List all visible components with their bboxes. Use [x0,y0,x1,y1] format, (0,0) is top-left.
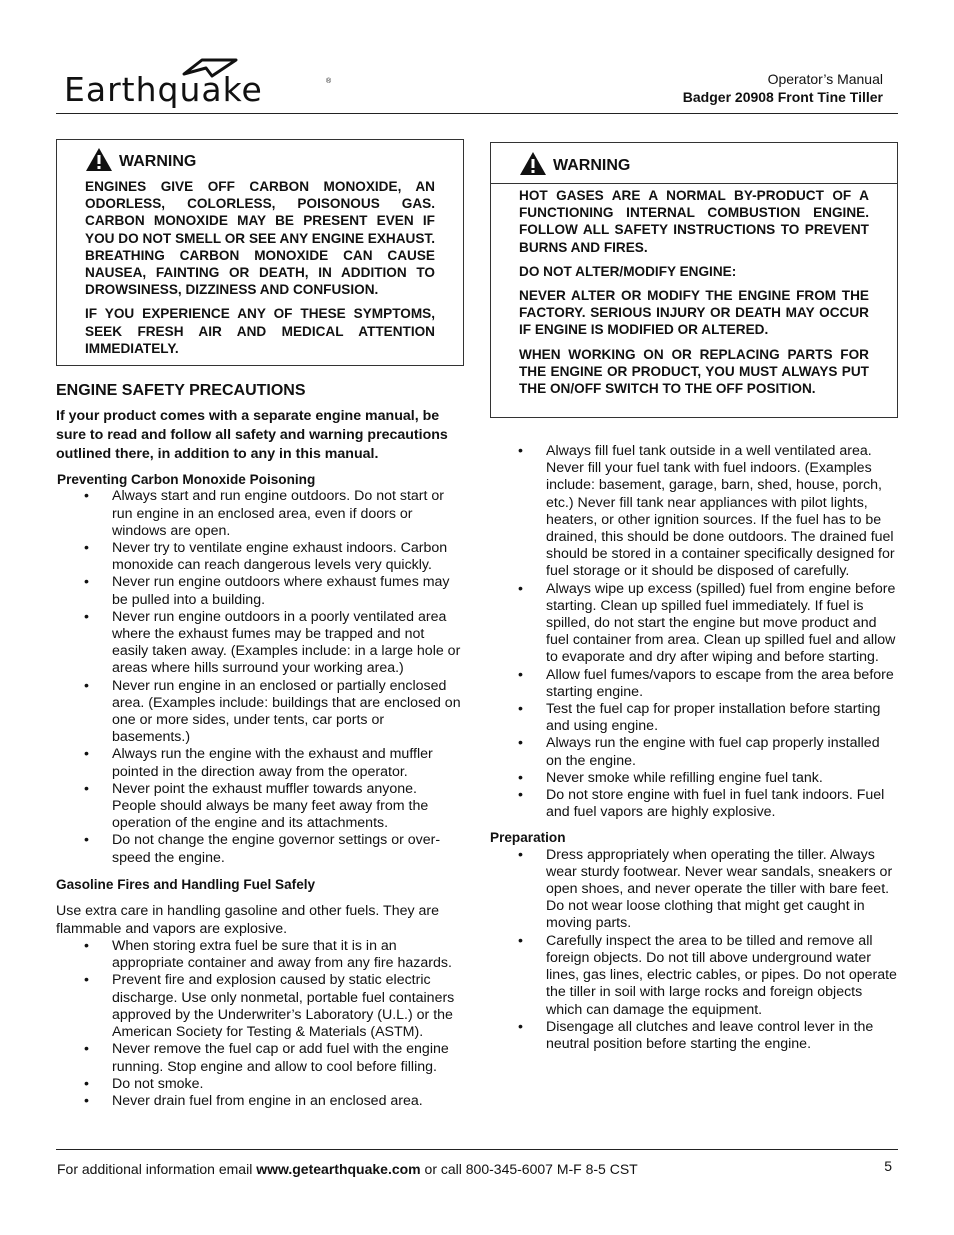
registered-icon: ® [326,78,332,85]
section-heading: ENGINE SAFETY PRECAUTIONS [56,382,306,399]
warning-triangle-icon [85,147,113,172]
list-item: • Never drain fuel from engine in an enclosed area. [56,1093,464,1110]
right-column [490,142,898,1053]
model-title: Badger 20908 Front Tine Tiller [682,89,883,105]
warning-triangle-icon [519,151,547,176]
list-item: • Never smoke while refilling engine fuel tank. [490,770,898,787]
brand-name: Earthquake [64,70,263,109]
warning-header [491,143,897,183]
fuel-list [56,938,464,1110]
list-item: • Never remove the fuel cap or add fuel with the engine running. Stop engine and allow to cool before filling. [56,1041,464,1075]
list-item: • Never run engine outdoors where exhaust fumes may be pulled into a building. [56,574,464,608]
list-item: • Always start and run engine outdoors. Do not start or run engine in an enclosed area, even if doors or windows are open. [56,488,464,540]
list-item: • Do not smoke. [56,1076,464,1093]
list-item: • Always fill fuel tank outside in a well ventilated area. Never fill your fuel tank with fuel indoors. (Examples include: basement, garage, barn, shed, house, porch, etc.) Never fill tank near appliances with pilot lights, heaters, or other ignition sources. If the fuel has to be drained, this should be done outdoors. The drained fuel should be stored in a container specifically designed for fuel storage or it should be disposed of carefully. [490,443,898,581]
list-item: • Dress appropriately when operating the tiller. Always wear sturdy footwear. Never wear sandals, sneakers or open shoes, and never operate the tiller with bare feet. Do not wear loose clothing that might get caught in moving parts. [490,847,898,933]
list-item: • Never point the exhaust muffler towards anyone. People should always be many feet away from the operation of the engine and its attachments. [56,781,464,833]
warning-body [491,184,897,397]
manual-title: Operator’s Manual [767,71,883,87]
warning-title: WARNING [553,157,631,175]
section-intro: If your product comes with a separate engine manual, be sure to read and follow all safety and warning precautions outlined there, in addition to any in this manual. [56,408,448,463]
header-rule [56,113,898,114]
footer-text: or call 800-345-6007 M-F 8-5 CST [420,1161,638,1177]
list-item: • Carefully inspect the area to be tilled and remove all foreign objects. Do not till above underground water lines, gas lines, electric cables, or pipes. Do not operate the tiller in soil with large rocks and foreign objects which can damage the equipment. [490,933,898,1019]
list-item: • Never run engine in an enclosed or partially enclosed area. (Examples include: buildings that are enclosed on one or more sides, under tents, car ports or basements.) [56,678,464,747]
list-item: • Always run the engine with fuel cap properly installed on the engine. [490,735,898,769]
page-number: 5 [884,1158,892,1174]
left-column [56,139,464,1110]
subheading: Preparation [490,830,566,846]
warning-header [57,140,463,178]
hot-gas-warning-box [490,142,898,418]
fuel-list-continued [490,443,898,821]
co-warning-box [56,139,464,366]
warning-paragraph: NEVER ALTER OR MODIFY THE ENGINE FROM THE FACTORY. SERIOUS INJURY OR DEATH MAY OCCUR IF ENGINE IS MODIFIED OR ALTERED. [519,288,869,338]
footer-text: For additional information email [57,1161,257,1177]
co-list [56,488,464,866]
warning-title: WARNING [119,153,197,171]
list-item: • Always wipe up excess (spilled) fuel from engine before starting. Clean up spilled fuel immediately. If fuel is spilled, do not start the engine but move product and fuel container from area. Clean up spilled fuel and allow to evaporate and dry after wiping and before starting. [490,581,898,667]
prep-list [490,847,898,1053]
warning-paragraph: DO NOT ALTER/MODIFY ENGINE: [519,263,737,279]
footer [57,1161,638,1177]
list-item: • Allow fuel fumes/vapors to escape from the area before starting engine. [490,667,898,701]
doc-header [683,70,883,106]
list-item: • Disengage all clutches and leave control lever in the neutral position before starting the engine. [490,1019,898,1053]
subheading: Gasoline Fires and Handling Fuel Safely [56,876,316,892]
list-item: • Always run the engine with the exhaust and muffler pointed in the direction away from the operator. [56,746,464,780]
list-item: • Do not store engine with fuel in fuel tank indoors. Fuel and fuel vapors are highly explosive. [490,787,898,821]
list-item: • Prevent fire and explosion caused by static electric discharge. Use only nonmetal, portable fuel containers approved by the Underwriter’s Laboratory (U.L.) or the American Society for Testing & Materials (ASTM). [56,972,464,1041]
list-item: • Test the fuel cap for proper installation before starting and using engine. [490,701,898,735]
list-item: • When storing extra fuel be sure that it is in an appropriate container and away from any fire hazards. [56,938,464,972]
warning-paragraph: ENGINES GIVE OFF CARBON MONOXIDE, AN ODORLESS, COLORLESS, POISONOUS GAS. CARBON MONOXIDE MAY BE PRESENT EVEN IF YOU DO NOT SMELL OR SEE ANY ENGINE EXHAUST. BREATHING CARBON MONOXIDE CAN CAUSE NAUSEA, FAINTING OR DEATH, IN ADDITION TO DROWSINESS, DIZZINESS AND CONFUSION. [85,179,435,298]
footer-rule [56,1149,898,1150]
warning-paragraph: HOT GASES ARE A NORMAL BY-PRODUCT OF A FUNCTIONING INTERNAL COMBUSTION ENGINE. FOLLOW ALL SAFETY INSTRUCTIONS TO PREVENT BURNS AND FIRES. [519,188,869,255]
warning-paragraph: IF YOU EXPERIENCE ANY OF THESE SYMPTOMS, SEEK FRESH AIR AND MEDICAL ATTENTION IMMEDIATELY. [85,306,435,356]
email-link[interactable]: www.getearthquake.com [256,1161,421,1177]
list-item: • Never try to ventilate engine exhaust indoors. Carbon monoxide can reach dangerous levels very quickly. [56,540,464,574]
warning-paragraph: WHEN WORKING ON OR REPLACING PARTS FOR THE ENGINE OR PRODUCT, YOU MUST ALWAYS PUT THE ON/OFF SWITCH TO THE OFF POSITION. [519,346,869,397]
subheading: Preventing Carbon Monoxide Poisoning [57,472,316,488]
paragraph: Use extra care in handling gasoline and other fuels. They are flammable and vapors are explosive. [56,903,440,938]
warning-body [57,178,463,357]
list-item: • Do not change the engine governor settings or over-speed the engine. [56,832,464,866]
brand-logo [64,56,332,112]
list-item: • Never run engine outdoors in a poorly ventilated area where the exhaust fumes may be trapped and not easily taken away. (Examples include: in a large hole or areas where hills surround your working area.) [56,609,464,678]
